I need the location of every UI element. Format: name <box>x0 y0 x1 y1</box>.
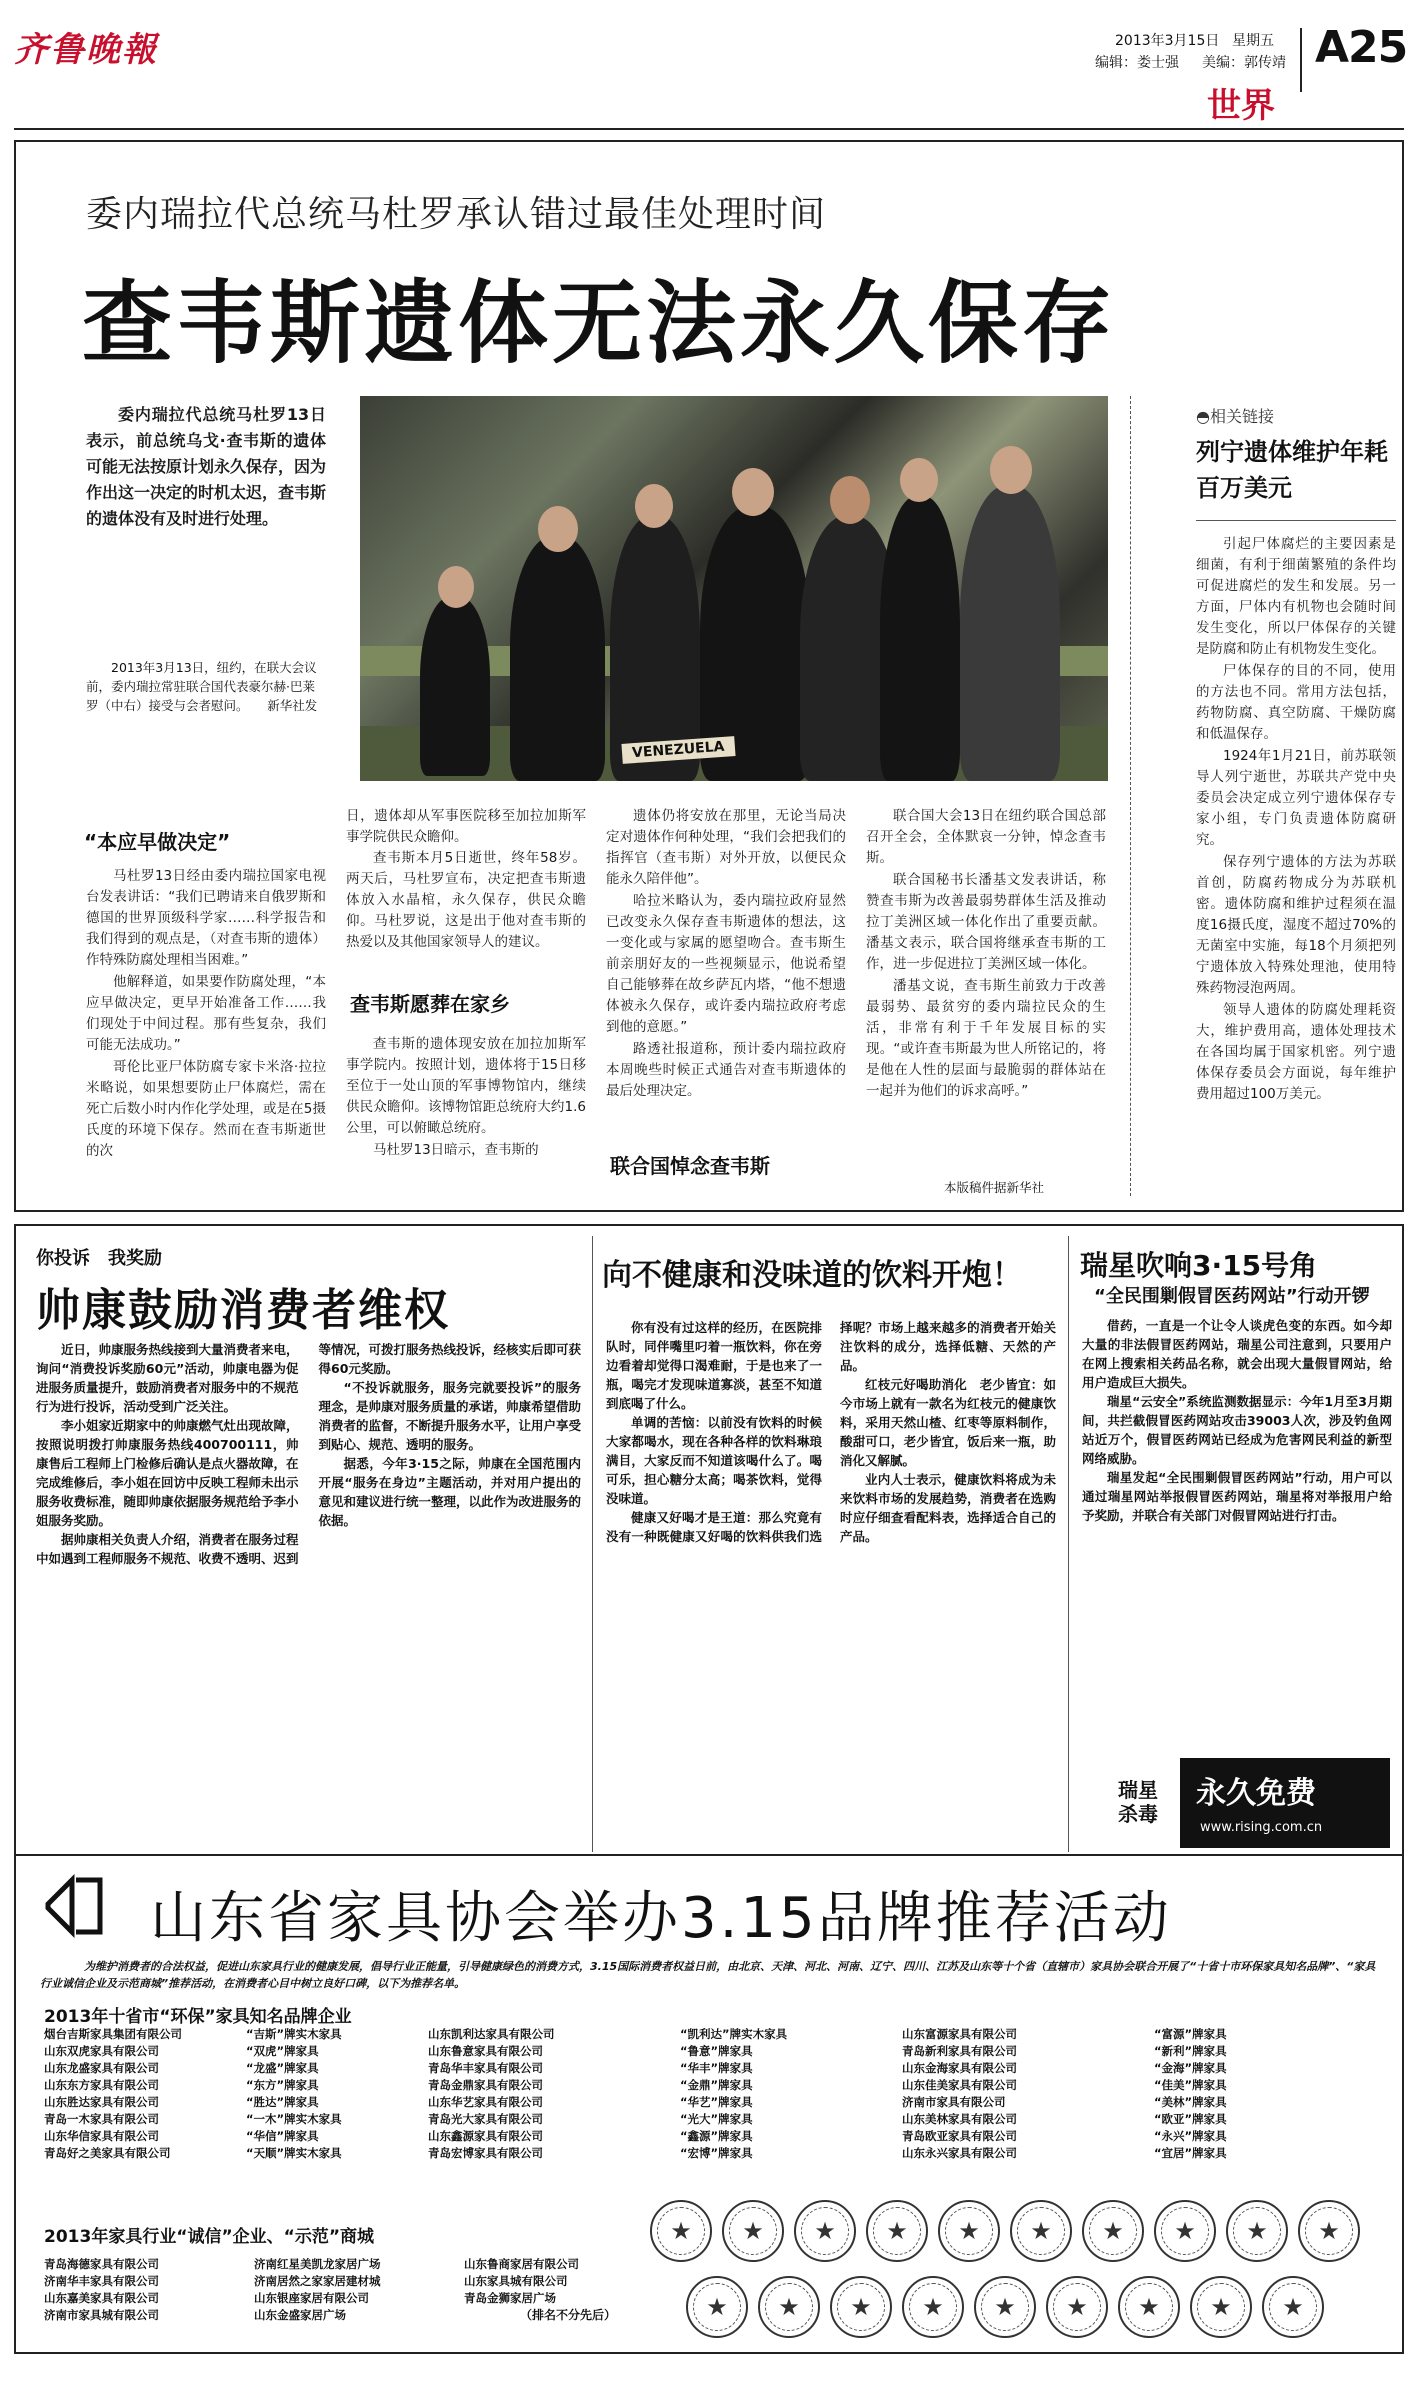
seal-stamp-icon: ★ <box>1046 2276 1108 2338</box>
paragraph: 健康又好喝才是王道：那么究竟有没有一种既健康又好喝的饮料供我们选择呢？市场上越来越多的消费者开始关注饮料的成分，选择低糖、天然的产品。 <box>606 1320 1056 1544</box>
rising-ad-label: 瑞星杀毒 <box>1118 1778 1158 1826</box>
list-item: 山东龙盛家具有限公司 <box>44 2061 159 2075</box>
list-item: “吉斯”牌实木家具 <box>246 2027 342 2041</box>
furniture-logo-icon <box>42 1874 106 1938</box>
list-item: 青岛海德家具有限公司 <box>44 2257 159 2271</box>
seal-stamp-icon: ★ <box>974 2276 1036 2338</box>
rising-subtitle: “全民围剿假冒医药网站”行动开锣 <box>1094 1286 1370 1307</box>
list-item: 山东银座家居有限公司 <box>254 2291 369 2305</box>
article-kicker: 委内瑞拉代总统马杜罗承认错过最佳处理时间 <box>86 194 827 235</box>
list-item: 青岛好之美家具有限公司 <box>44 2146 171 2160</box>
paragraph: 瑞星“云安全”系统监测数据显示：今年1月至3月期间，共拦截假冒医药网站攻击39003人次，涉及钓鱼网站近万个，假冒医药网站已经成为危害网民利益的新型网络威胁。 <box>1082 1394 1392 1466</box>
list-item: 山东佳美家具有限公司 <box>902 2078 1017 2092</box>
list-item: 济南市家具城有限公司 <box>44 2308 159 2322</box>
seal-stamp-icon: ★ <box>1154 2200 1216 2262</box>
list-item: “美林”牌家具 <box>1154 2095 1227 2109</box>
list1-column <box>680 2026 890 2166</box>
list2-column <box>44 2256 244 2324</box>
list-item: “鑫源”牌家具 <box>680 2129 753 2143</box>
list-item: 青岛一木家具有限公司 <box>44 2112 159 2126</box>
paragraph: 日，遗体却从军事医院移至加拉加斯军事学院供民众瞻仰。 <box>346 808 586 845</box>
issue-date: 2013年3月15日 <box>1115 33 1220 49</box>
ad-divider-1 <box>592 1236 593 1852</box>
seal-stamp-icon: ★ <box>1082 2200 1144 2262</box>
list-item: “华信”牌家具 <box>246 2129 319 2143</box>
paragraph: 查韦斯的遗体现安放在加拉加斯军事学院内。按照计划，遗体将于15日移至位于一处山顶的军事博物馆内，继续供民众瞻仰。该博物馆距总统府大约1.6公里，可以俯瞰总统府。 <box>346 1036 586 1136</box>
list-item: 烟台吉斯家具集团有限公司 <box>44 2027 182 2041</box>
list-item: 山东华信家具有限公司 <box>44 2129 159 2143</box>
article-headline: 查韦斯遗体无法永久保存 <box>82 271 1116 376</box>
list-item: 山东富源家具有限公司 <box>902 2027 1017 2041</box>
list-item: 青岛金鼎家具有限公司 <box>428 2078 543 2092</box>
subhead-un-mourns: 联合国悼念查韦斯 <box>610 1154 770 1178</box>
list-item: 青岛宏博家具有限公司 <box>428 2146 543 2160</box>
paragraph: 业内人士表示，健康饮料将成为未来饮料市场的发展趋势，消费者在选购时应仔细查看配料表，选择适合自己的产品。 <box>840 1472 1056 1544</box>
list1-table <box>44 2026 1384 2166</box>
paragraph: 单调的苦恼：以前没有饮料的时候大家都喝水，现在各种各样的饮料琳琅满目，大家反而不知道该喝什么了。喝可乐，担心糖分太高；喝茶饮料，觉得没味道。 <box>606 1415 822 1506</box>
list-item: “金鼎”牌家具 <box>680 2078 753 2092</box>
paragraph: 他解释道，如果要作防腐处理，“本应早做决定，更早开始准备工作……我们现处于中间过程。那有些复杂，我们可能无法成功。” <box>86 974 326 1053</box>
list2-column <box>254 2256 454 2324</box>
paragraph: 引起尸体腐烂的主要因素是细菌，有利于细菌繁殖的条件均可促进腐烂的发生和发展。另一方面，尸体内有机物也会随时间发生变化，所以尸体保存的关键是防腐和防止有机物发生变化。 <box>1196 536 1396 657</box>
list-item: 青岛华丰家具有限公司 <box>428 2061 543 2075</box>
list-item: 山东永兴家具有限公司 <box>902 2146 1017 2160</box>
list-item: “永兴”牌家具 <box>1154 2129 1227 2143</box>
beverage-title: 向不健康和没味道的饮料开炮！ <box>602 1258 1022 1293</box>
list1-title: 2013年十省市“环保”家具知名品牌企业 <box>44 2007 352 2027</box>
paragraph: 马杜罗13日暗示，查韦斯的 <box>373 1142 539 1158</box>
subhead-buried-in-hometown: 查韦斯愿葬在家乡 <box>350 992 510 1016</box>
sidebar-body <box>1196 534 1396 1106</box>
list1-column <box>44 2026 234 2166</box>
masthead-rule <box>14 128 1404 130</box>
paragraph: 遗体仍将安放在那里，无论当局决定对遗体作何种处理，“我们会把我们的指挥官（查韦斯）对外开放，以便民众能永久陪伴他”。 <box>606 808 846 887</box>
list-item: “富源”牌家具 <box>1154 2027 1227 2041</box>
list-item: 山东鲁意家具有限公司 <box>428 2044 543 2058</box>
association-seals <box>650 2200 1390 2350</box>
related-link-tag <box>1196 404 1274 427</box>
list-item: 济南红星美凯龙家居广场 <box>254 2257 381 2271</box>
rising-title: 瑞星吹响3·15号角 <box>1080 1249 1318 1282</box>
list1-column <box>428 2026 668 2166</box>
sidebar-title: 列宁遗体维护年耗百万美元 <box>1196 438 1388 502</box>
rising-body <box>1082 1316 1392 1756</box>
paragraph: 联合国大会13日在纽约联合国总部召开全会，全体默哀一分钟，悼念查韦斯。 <box>866 808 1106 866</box>
seal-stamp-icon: ★ <box>1118 2276 1180 2338</box>
list-item: “龙盛”牌家具 <box>246 2061 319 2075</box>
list-item: 山东华艺家具有限公司 <box>428 2095 543 2109</box>
paragraph: 红枝元好喝助消化 老少皆宜：如今市场上就有一款名为红枝元的健康饮料，采用天然山楂、红枣等原料制作，酸甜可口，老少皆宜，饭后来一瓶，助消化又解腻。 <box>840 1377 1056 1468</box>
seal-stamp-icon: ★ <box>902 2276 964 2338</box>
seal-stamp-icon: ★ <box>1298 2200 1360 2262</box>
seal-stamp-icon: ★ <box>1010 2200 1072 2262</box>
furniture-title: 山东省家具协会举办3.15品牌推荐活动 <box>150 1886 1172 1951</box>
paragraph: 你有没有过这样的经历，在医院排队时，同伴嘴里叼着一瓶饮料，你在旁边看着却觉得口渴难耐，于是也来了一瓶，喝完才发现味道寡淡，甚至不知道到底喝了什么。 <box>606 1320 822 1411</box>
paragraph: 尸体保存的目的不同，使用的方法也不同。常用方法包括，药物防腐、真空防腐、干燥防腐和低温保存。 <box>1196 663 1396 742</box>
paragraph: 哈拉米略认为，委内瑞拉政府显然已改变永久保存查韦斯遗体的想法，这一变化或与家属的愿望吻合。查韦斯生前亲朋好友的一些视频显示，他说希望自己能够葬在故乡萨瓦内塔，“他不想遗体被永久保存，或许委内瑞拉政府考虑到他的意愿。” <box>606 893 846 1035</box>
list-item: 山东胜达家具有限公司 <box>44 2095 159 2109</box>
shuaikang-body <box>36 1340 581 1840</box>
seal-stamp-icon: ★ <box>866 2200 928 2262</box>
list1-column <box>246 2026 416 2166</box>
list-item: 山东双虎家具有限公司 <box>44 2044 159 2058</box>
paragraph: “不投诉就服务，服务完就要投诉”的服务理念，是帅康对服务质量的承诺，帅康希望借助消费者的监督，不断提升服务水平，让用户享受到贴心、规范、透明的服务。 <box>318 1380 581 1452</box>
list-item: “新利”牌家具 <box>1154 2044 1227 2058</box>
list-item: “金海”牌家具 <box>1154 2061 1227 2075</box>
beverage-body <box>606 1318 1056 1838</box>
list-item: “宜居”牌家具 <box>1154 2146 1227 2160</box>
ad-divider-2 <box>1068 1236 1069 1852</box>
photo-caption: 2013年3月13日，纽约，在联大会议前，委内瑞拉常驻联合国代表豪尔赫·巴莱罗（中右）接受与会者慰问。 新华社发 <box>86 660 318 713</box>
article-intro: 委内瑞拉代总统马杜罗13日表示，前总统乌戈·查韦斯的遗体可能无法按原计划永久保存，因为作出这一决定的时机太迟，查韦斯的遗体没有及时进行处理。 <box>86 405 327 528</box>
list-item: 山东美林家具有限公司 <box>902 2112 1017 2126</box>
rising-ad-slogan: 永久免费 <box>1196 1776 1316 1811</box>
list-item: “鲁意”牌家具 <box>680 2044 753 2058</box>
rising-ad-banner <box>1118 1758 1390 1848</box>
list-item: 济南市家具有限公司 <box>902 2095 1006 2109</box>
list1-column <box>1154 2026 1354 2166</box>
list-item: 山东凯利达家具有限公司 <box>428 2027 555 2041</box>
list-item: “东方”牌家具 <box>246 2078 319 2092</box>
sidebar-title-rule <box>1196 520 1396 521</box>
seal-stamp-icon: ★ <box>1190 2276 1252 2338</box>
list1-column <box>902 2026 1142 2166</box>
paragraph: 瑞星发起“全民围剿假冒医药网站”行动，用户可以通过瑞星网站举报假冒医药网站，瑞星将对举报用户给予奖励，并联合有关部门对假冒网站进行打击。 <box>1082 1470 1392 1523</box>
page-number: A25 <box>1315 22 1408 73</box>
list-item: “宏博”牌家具 <box>680 2146 753 2160</box>
paragraph: 马杜罗13日经由委内瑞拉国家电视台发表讲话：“我们已聘请来自俄罗斯和德国的世界顶级科学家……科学报告和我们得到的观点是，（对查韦斯的遗体）作特殊防腐处理相当困难。” <box>86 868 326 968</box>
paragraph: 1924年1月21日，前苏联领导人列宁逝世，苏联共产党中央委员会决定成立列宁遗体保存专家小组，专门负责遗体防腐研究。 <box>1196 748 1396 848</box>
shuaikang-title: 帅康鼓励消费者维权 <box>36 1285 450 1336</box>
article-column-1 <box>86 866 326 1163</box>
list-item: 青岛金狮家居广场 <box>464 2291 556 2305</box>
paragraph: 李小姐家近期家中的帅康燃气灶出现故障，按照说明拨打帅康服务热线400700111，帅康售后工程师上门检修后确认是点火器故障，在完成维修后，李小姐在回访中反映工程师未出示服务收费标准，随即帅康依据服务规范给予李小姐服务奖励。 <box>36 1418 299 1528</box>
article-column-2b <box>346 1034 586 1162</box>
list-item: “胜达”牌家具 <box>246 2095 319 2109</box>
newspaper-logo: 齐鲁晚報 <box>14 30 158 70</box>
seal-stamp-icon: ★ <box>830 2276 892 2338</box>
list-item: 山东金海家具有限公司 <box>902 2061 1017 2075</box>
article-column-3 <box>606 806 846 1103</box>
list-item: “华丰”牌家具 <box>680 2061 753 2075</box>
paragraph: 据悉，今年3·15之际，帅康在全国范围内开展“服务在身边”主题活动，并对用户提出的意见和建议进行统一整理，以此作为改进服务的依据。 <box>318 1456 581 1528</box>
list-item: 山东家具城有限公司 <box>464 2274 568 2288</box>
list-item: “凯利达”牌实木家具 <box>680 2027 788 2041</box>
seal-stamp-icon: ★ <box>758 2276 820 2338</box>
list-item: 青岛新利家具有限公司 <box>902 2044 1017 2058</box>
seal-stamp-icon: ★ <box>722 2200 784 2262</box>
list-item: “双虎”牌家具 <box>246 2044 319 2058</box>
paragraph: 潘基文说，查韦斯生前致力于改善最弱势、最贫穷的委内瑞拉民众的生活，非常有利于千年发展目标的实现。“或许查韦斯最为世人所铭记的，将是他在人性的层面与最脆弱的群体站在一起并为他们的诉求高呼。” <box>866 978 1106 1099</box>
list-item: 济南居然之家家居建材城 <box>254 2274 381 2288</box>
seal-stamp-icon: ★ <box>650 2200 712 2262</box>
list-item: 青岛欧亚家具有限公司 <box>902 2129 1017 2143</box>
venezuela-nameplate: VENEZUELA <box>621 736 735 764</box>
list-item: “佳美”牌家具 <box>1154 2078 1227 2092</box>
list2-title: 2013年家具行业“诚信”企业、“示范”商城 <box>44 2227 375 2247</box>
masthead-divider <box>1300 28 1302 92</box>
list-item: “华艺”牌家具 <box>680 2095 753 2109</box>
paragraph: 联合国秘书长潘基文发表讲话，称赞查韦斯为改善最弱势群体生活及推动拉丁美洲区域一体化作出了重要贡献。潘基文表示，联合国将继承查韦斯的工作，进一步促进拉丁美洲区域一体化。 <box>866 872 1106 972</box>
article-photo <box>360 396 1108 781</box>
seal-stamp-icon: ★ <box>1262 2276 1324 2338</box>
section-name: 世界 <box>1207 86 1275 126</box>
article-column-2 <box>346 806 586 954</box>
list-item: 青岛光大家具有限公司 <box>428 2112 543 2126</box>
list-item: 山东鲁商家居有限公司 <box>464 2257 579 2271</box>
paragraph: 据帅康相关负责人介绍，消费者在服务过程中如遇到工程师服务不规范、收费不透明、迟到等情况，可拨打服务热线投诉，经核实后即可获得60元奖励。 <box>36 1342 581 1566</box>
furniture-section-rule <box>14 1854 1404 1856</box>
complaint-tag: 你投诉 我奖励 <box>36 1248 162 1269</box>
seal-stamp-icon: ★ <box>1226 2200 1288 2262</box>
paragraph: 近日，帅康服务热线接到大量消费者来电，询问“消费投诉奖励60元”活动，帅康电器为促进服务质量提升，鼓励消费者对服务中的不规范行为进行投诉，活动受到广泛关注。 <box>36 1342 299 1414</box>
article-source: 本版稿件据新华社 <box>944 1180 1045 1195</box>
paragraph: 领导人遗体的防腐处理耗资大，维护费用高，遗体处理技术在各国均属于国家机密。列宁遗体保存委员会方面说，每年维护费用超过100万美元。 <box>1196 1002 1396 1102</box>
seal-stamp-icon: ★ <box>686 2276 748 2338</box>
issue-weekday: 星期五 <box>1232 33 1274 49</box>
sidebar-divider <box>1130 396 1131 1196</box>
list-item: 山东嘉美家具有限公司 <box>44 2291 159 2305</box>
link-icon: ◓ <box>1196 407 1210 426</box>
list-item: 济南华丰家具有限公司 <box>44 2274 159 2288</box>
paragraph: 哥伦比亚尸体防腐专家卡米洛·拉拉米略说，如果想要防止尸体腐烂，需在死亡后数小时内作化学处理，或是在5摄氏度的环境下保存。然而在查韦斯逝世的次 <box>86 1059 326 1159</box>
related-link-label: 相关链接 <box>1209 407 1274 426</box>
list-item: “天顺”牌实木家具 <box>246 2146 342 2160</box>
list-item: 山东鑫源家具有限公司 <box>428 2129 543 2143</box>
editor-credit: 编辑：娄士强 <box>1095 55 1179 71</box>
list-item: 山东金盛家居广场 <box>254 2308 346 2322</box>
paragraph: 保存列宁遗体的方法为苏联首创，防腐药物成分为苏联机密。遗体防腐和维护过程须在温度16摄氏度，湿度不超过70%的无菌室中实施，每18个月须把列宁遗体放入特殊处理池，使用特殊药物浸泡两周。 <box>1196 854 1396 996</box>
article-column-4 <box>866 806 1106 1103</box>
paragraph: 查韦斯本月5日逝世，终年58岁。两天后，马杜罗宣布，决定把查韦斯遗体放入水晶棺，永久保存，供民众瞻仰。马杜罗说，这是出于他对查韦斯的热爱以及其他国家领导人的建议。 <box>346 850 586 950</box>
list-item: 山东东方家具有限公司 <box>44 2078 159 2092</box>
list-item: “欧亚”牌家具 <box>1154 2112 1227 2126</box>
seal-stamp-icon: ★ <box>794 2200 856 2262</box>
designer-credit: 美编：郭传靖 <box>1202 55 1286 71</box>
list-item: “一木”牌实木家具 <box>246 2112 342 2126</box>
paragraph: 借药，一直是一个让令人谈虎色变的东西。如今却大量的非法假冒医药网站，瑞星公司注意到，只要用户在网上搜索相关药品名称，就会出现大量假冒网站，给用户造成巨大损失。 <box>1082 1318 1392 1390</box>
rising-ad-url: www.rising.com.cn <box>1200 1820 1323 1835</box>
list2-note: （排名不分先后） <box>520 2308 617 2322</box>
paragraph: 路透社报道称，预计委内瑞拉政府本周晚些时候正式通告对查韦斯遗体的最后处理决定。 <box>606 1041 846 1099</box>
list-item: “光大”牌家具 <box>680 2112 753 2126</box>
subhead-should-decide-early: “本应早做决定” <box>84 830 231 854</box>
seal-stamp-icon: ★ <box>938 2200 1000 2262</box>
furniture-intro: 为维护消费者的合法权益，促进山东家具行业的健康发展，倡导行业正能量，引导健康绿色的消费方式，3.15国际消费者权益日前，由北京、天津、河北、河南、辽宁、四川、江苏及山东等十个省（直辖市）家具协会联合开展了“十省十市环保家具知名品牌”、“家具行业诚信企业及示范商城”推荐活动，在消费者心目中树立良好口碑，以下为推荐名单。 <box>40 1960 1376 1990</box>
